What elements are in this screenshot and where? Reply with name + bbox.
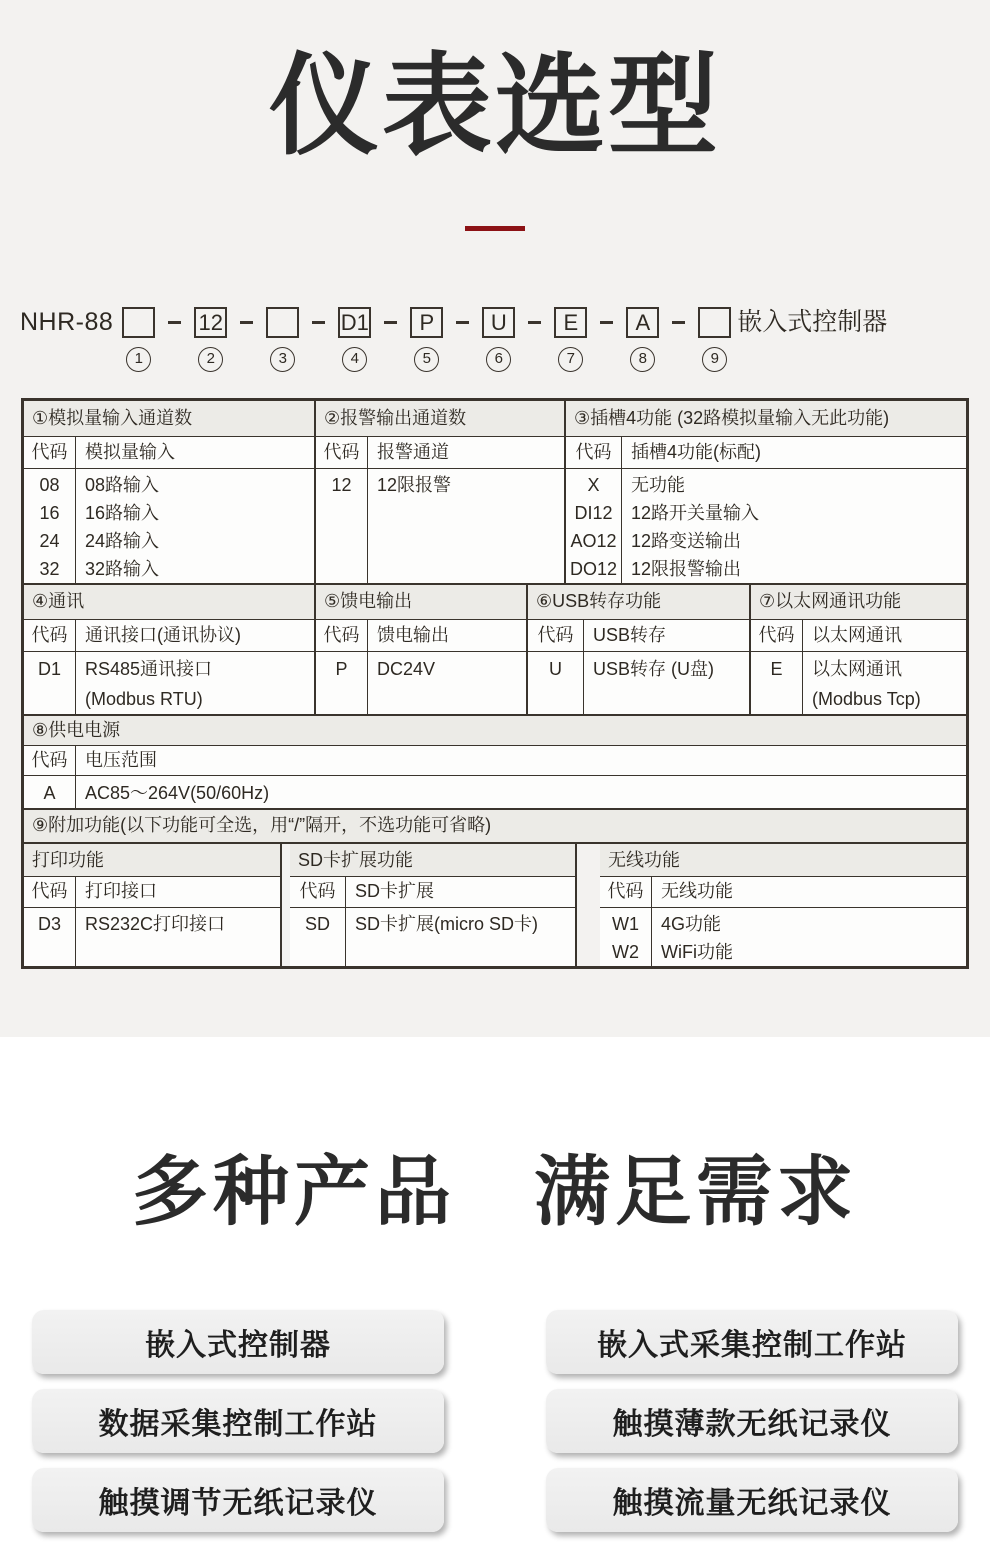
model-box-8-value: A [635, 309, 651, 335]
section-body [600, 908, 966, 966]
section-body [24, 652, 314, 714]
model-box-6 [482, 307, 515, 338]
code-cell [24, 684, 75, 714]
code-cell: SD [304, 914, 330, 935]
label-column [584, 652, 749, 714]
code-header: 代码 [24, 437, 76, 468]
dash-separator [384, 321, 397, 324]
column-header: 报警通道 [377, 442, 449, 463]
model-box-9 [698, 307, 731, 338]
band-4 [24, 808, 966, 842]
column-header: 通讯接口(通讯协议) [85, 625, 241, 646]
spec-table [21, 398, 969, 969]
section-title: ⑥USB转存功能 [528, 585, 749, 620]
section-body [528, 652, 749, 714]
code-cell: W2 [612, 942, 639, 963]
position-number-3: 3 [270, 347, 295, 372]
section-sd-card-expansion [290, 844, 577, 966]
product-button-touch-flow-paperless-recorder[interactable]: 触摸流量无纸记录仪 [546, 1468, 958, 1532]
headline-left: 多种产品 [132, 1150, 456, 1235]
dash-separator [456, 321, 469, 324]
code-header: 代码 [316, 437, 368, 468]
label-column [76, 652, 314, 714]
label-cell: 24路输入 [85, 531, 160, 552]
label-column [622, 469, 966, 583]
model-position-4 [338, 307, 371, 372]
section-communication [24, 585, 314, 714]
code-cell: E [770, 659, 783, 680]
model-box-4 [338, 307, 371, 338]
model-position-3 [266, 307, 299, 372]
code-column [24, 652, 76, 714]
product-button-embedded-acquisition-control-workstation[interactable]: 嵌入式采集控制工作站 [546, 1310, 958, 1374]
code-header: 代码 [600, 877, 652, 907]
label-cell: USB转存 (U盘) [593, 659, 714, 680]
band-5 [24, 842, 966, 966]
model-position-5 [410, 307, 443, 372]
position-number-2: 2 [198, 347, 223, 372]
dash-separator [240, 321, 253, 324]
product-button-touch-regulating-paperless-recorder[interactable]: 触摸调节无纸记录仪 [32, 1468, 444, 1532]
product-grid [32, 1310, 958, 1532]
label-column [652, 908, 966, 966]
code-column [24, 776, 76, 808]
section-title: ②报警输出通道数 [316, 401, 564, 437]
code-column [24, 908, 76, 966]
code-column [751, 652, 803, 714]
section-usb-transfer [526, 585, 749, 714]
code-cell: W1 [612, 914, 639, 935]
section-title: ⑦以太网通讯功能 [751, 585, 966, 620]
code-cell: U [549, 659, 562, 680]
code-cell: P [335, 659, 348, 680]
model-box-7 [554, 307, 587, 338]
code-column [290, 908, 346, 966]
code-column [528, 652, 584, 714]
section-title: ④通讯 [24, 585, 314, 620]
section-title: ③插槽4功能 (32路模拟量输入无此功能) [566, 401, 966, 437]
model-position-9 [698, 307, 731, 372]
section-title: 打印功能 [24, 844, 280, 877]
section-title: 无线功能 [600, 844, 966, 877]
label-cell: (Modbus RTU) [85, 689, 203, 710]
label-column [76, 469, 314, 583]
label-column [76, 908, 280, 966]
code-cell: 32 [39, 559, 60, 580]
model-box-5 [410, 307, 443, 338]
position-number-8: 8 [630, 347, 655, 372]
label-cell: 08路输入 [85, 475, 160, 496]
column-header: 打印接口 [85, 881, 157, 902]
position-number-6: 6 [486, 347, 511, 372]
bottom-section [0, 1131, 990, 1532]
section-power-supply [24, 716, 966, 808]
code-cell: D3 [37, 914, 61, 935]
section-body [751, 652, 966, 714]
product-button-embedded-controller[interactable]: 嵌入式控制器 [32, 1310, 444, 1374]
model-box-1 [122, 307, 155, 338]
model-position-6 [482, 307, 515, 372]
code-column [600, 908, 652, 966]
code-column [316, 652, 368, 714]
code-column [316, 469, 368, 583]
model-box-3 [266, 307, 299, 338]
code-cell: AO12 [570, 531, 617, 552]
dash-separator [528, 321, 541, 324]
product-button-touch-slim-paperless-recorder[interactable]: 触摸薄款无纸记录仪 [546, 1389, 958, 1453]
model-box-8 [626, 307, 659, 338]
label-column [803, 652, 966, 714]
code-column [24, 469, 76, 583]
section-body [24, 908, 280, 966]
label-cell: (Modbus Tcp) [812, 689, 921, 710]
section-body [566, 469, 966, 583]
code-header: 代码 [290, 877, 346, 907]
section-title: ⑤馈电输出 [316, 585, 526, 620]
band-1 [24, 401, 966, 583]
section-body [316, 469, 564, 583]
section-head [566, 437, 966, 469]
section-print-function [24, 844, 282, 966]
section-wireless-function [600, 844, 966, 966]
band-2 [24, 583, 966, 714]
dash-separator [312, 321, 325, 324]
model-box-4-value: D1 [340, 309, 369, 335]
model-suffix: 嵌入式控制器 [737, 308, 888, 337]
section-alarm-output-channels [314, 401, 564, 583]
label-column [368, 469, 564, 583]
label-cell: 4G功能 [661, 914, 722, 935]
section-analog-input-channels [24, 401, 314, 583]
accent-divider [465, 226, 525, 231]
code-cell: DO12 [569, 559, 618, 580]
code-cell: D1 [37, 659, 61, 680]
section-title: ①模拟量输入通道数 [24, 401, 314, 437]
label-cell: 12路开关量输入 [631, 503, 760, 524]
position-number-4: 4 [342, 347, 367, 372]
code-cell: X [587, 475, 600, 496]
dash-separator [600, 321, 613, 324]
section-body [24, 776, 966, 808]
section-ethernet [749, 585, 966, 714]
section-head [24, 746, 966, 776]
label-cell: 16路输入 [85, 503, 160, 524]
label-cell: 无功能 [631, 475, 685, 496]
section-head [751, 620, 966, 652]
headline [0, 1131, 990, 1240]
label-cell: 12限报警输出 [631, 559, 742, 580]
code-header: 代码 [316, 620, 368, 651]
model-position-1 [122, 307, 155, 372]
label-cell: SD卡扩展(micro SD卡) [355, 914, 538, 935]
code-cell: 16 [39, 503, 60, 524]
section-feed-output [314, 585, 526, 714]
section-head [290, 877, 575, 908]
column-header: SD卡扩展 [355, 881, 435, 902]
column-header: 模拟量输入 [85, 442, 175, 463]
section-head [528, 620, 749, 652]
dash-separator [168, 321, 181, 324]
model-box-6-value: U [490, 309, 507, 335]
column-header: 无线功能 [661, 881, 733, 902]
model-prefix: NHR-88 [20, 308, 114, 337]
model-box-7-value: E [563, 309, 579, 335]
section-head [316, 620, 526, 652]
code-cell: 24 [39, 531, 60, 552]
code-cell: 08 [39, 475, 60, 496]
label-cell: 12限报警 [377, 475, 452, 496]
column-header: 以太网通讯 [812, 625, 902, 646]
section-body [290, 908, 575, 966]
product-button-data-acquisition-control-workstation[interactable]: 数据采集控制工作站 [32, 1389, 444, 1453]
model-box-2-value: 12 [198, 309, 224, 335]
dash-separator [672, 321, 685, 324]
model-box-2 [194, 307, 227, 338]
page-title: 仪表选型 [269, 45, 721, 168]
section-body [316, 652, 526, 714]
label-column [76, 776, 966, 808]
label-column [368, 652, 526, 714]
section-head [24, 437, 314, 469]
code-header: 代码 [566, 437, 622, 468]
model-position-2 [194, 307, 227, 372]
code-header: 代码 [751, 620, 803, 651]
headline-right: 满足需求 [534, 1150, 858, 1235]
code-header: 代码 [528, 620, 584, 651]
code-header: 代码 [24, 877, 76, 907]
column-header: 馈电输出 [377, 625, 449, 646]
section-body [24, 469, 314, 583]
label-cell: WiFi功能 [661, 942, 733, 963]
section-head [24, 620, 314, 652]
code-header: 代码 [24, 746, 76, 775]
label-cell: AC85～264V(50/60Hz) [85, 783, 270, 804]
position-number-1: 1 [126, 347, 151, 372]
code-cell: 12 [331, 475, 352, 496]
label-cell: RS232C打印接口 [85, 914, 226, 935]
label-cell: 以太网通讯 [812, 659, 902, 680]
section-slot4-function [564, 401, 966, 583]
label-cell: 12路变送输出 [631, 531, 742, 552]
label-column [346, 908, 575, 966]
section-additional-functions-title: ⑨附加功能(以下功能可全选，用“/”隔开，不选功能可省略) [24, 810, 966, 842]
code-cell: DI12 [574, 503, 613, 524]
code-cell: A [43, 783, 56, 804]
label-cell: RS485通讯接口 [85, 659, 213, 680]
section-head [600, 877, 966, 908]
label-cell: 32路输入 [85, 559, 160, 580]
column-header: 电压范围 [85, 750, 157, 771]
position-number-9: 9 [702, 347, 727, 372]
code-column [566, 469, 622, 583]
label-cell: DC24V [377, 659, 436, 680]
position-number-5: 5 [414, 347, 439, 372]
band-3 [24, 714, 966, 808]
column-header: 插槽4功能(标配) [631, 442, 761, 463]
model-position-8 [626, 307, 659, 372]
model-box-5-value: P [419, 309, 435, 335]
model-code-line [20, 307, 990, 372]
section-head [316, 437, 564, 469]
model-position-7 [554, 307, 587, 372]
position-number-7: 7 [558, 347, 583, 372]
section-title: SD卡扩展功能 [290, 844, 575, 877]
section-head [24, 877, 280, 908]
code-header: 代码 [24, 620, 76, 651]
code-cell [751, 684, 802, 714]
column-header: USB转存 [593, 625, 667, 646]
section-title: ⑧供电电源 [24, 716, 966, 746]
